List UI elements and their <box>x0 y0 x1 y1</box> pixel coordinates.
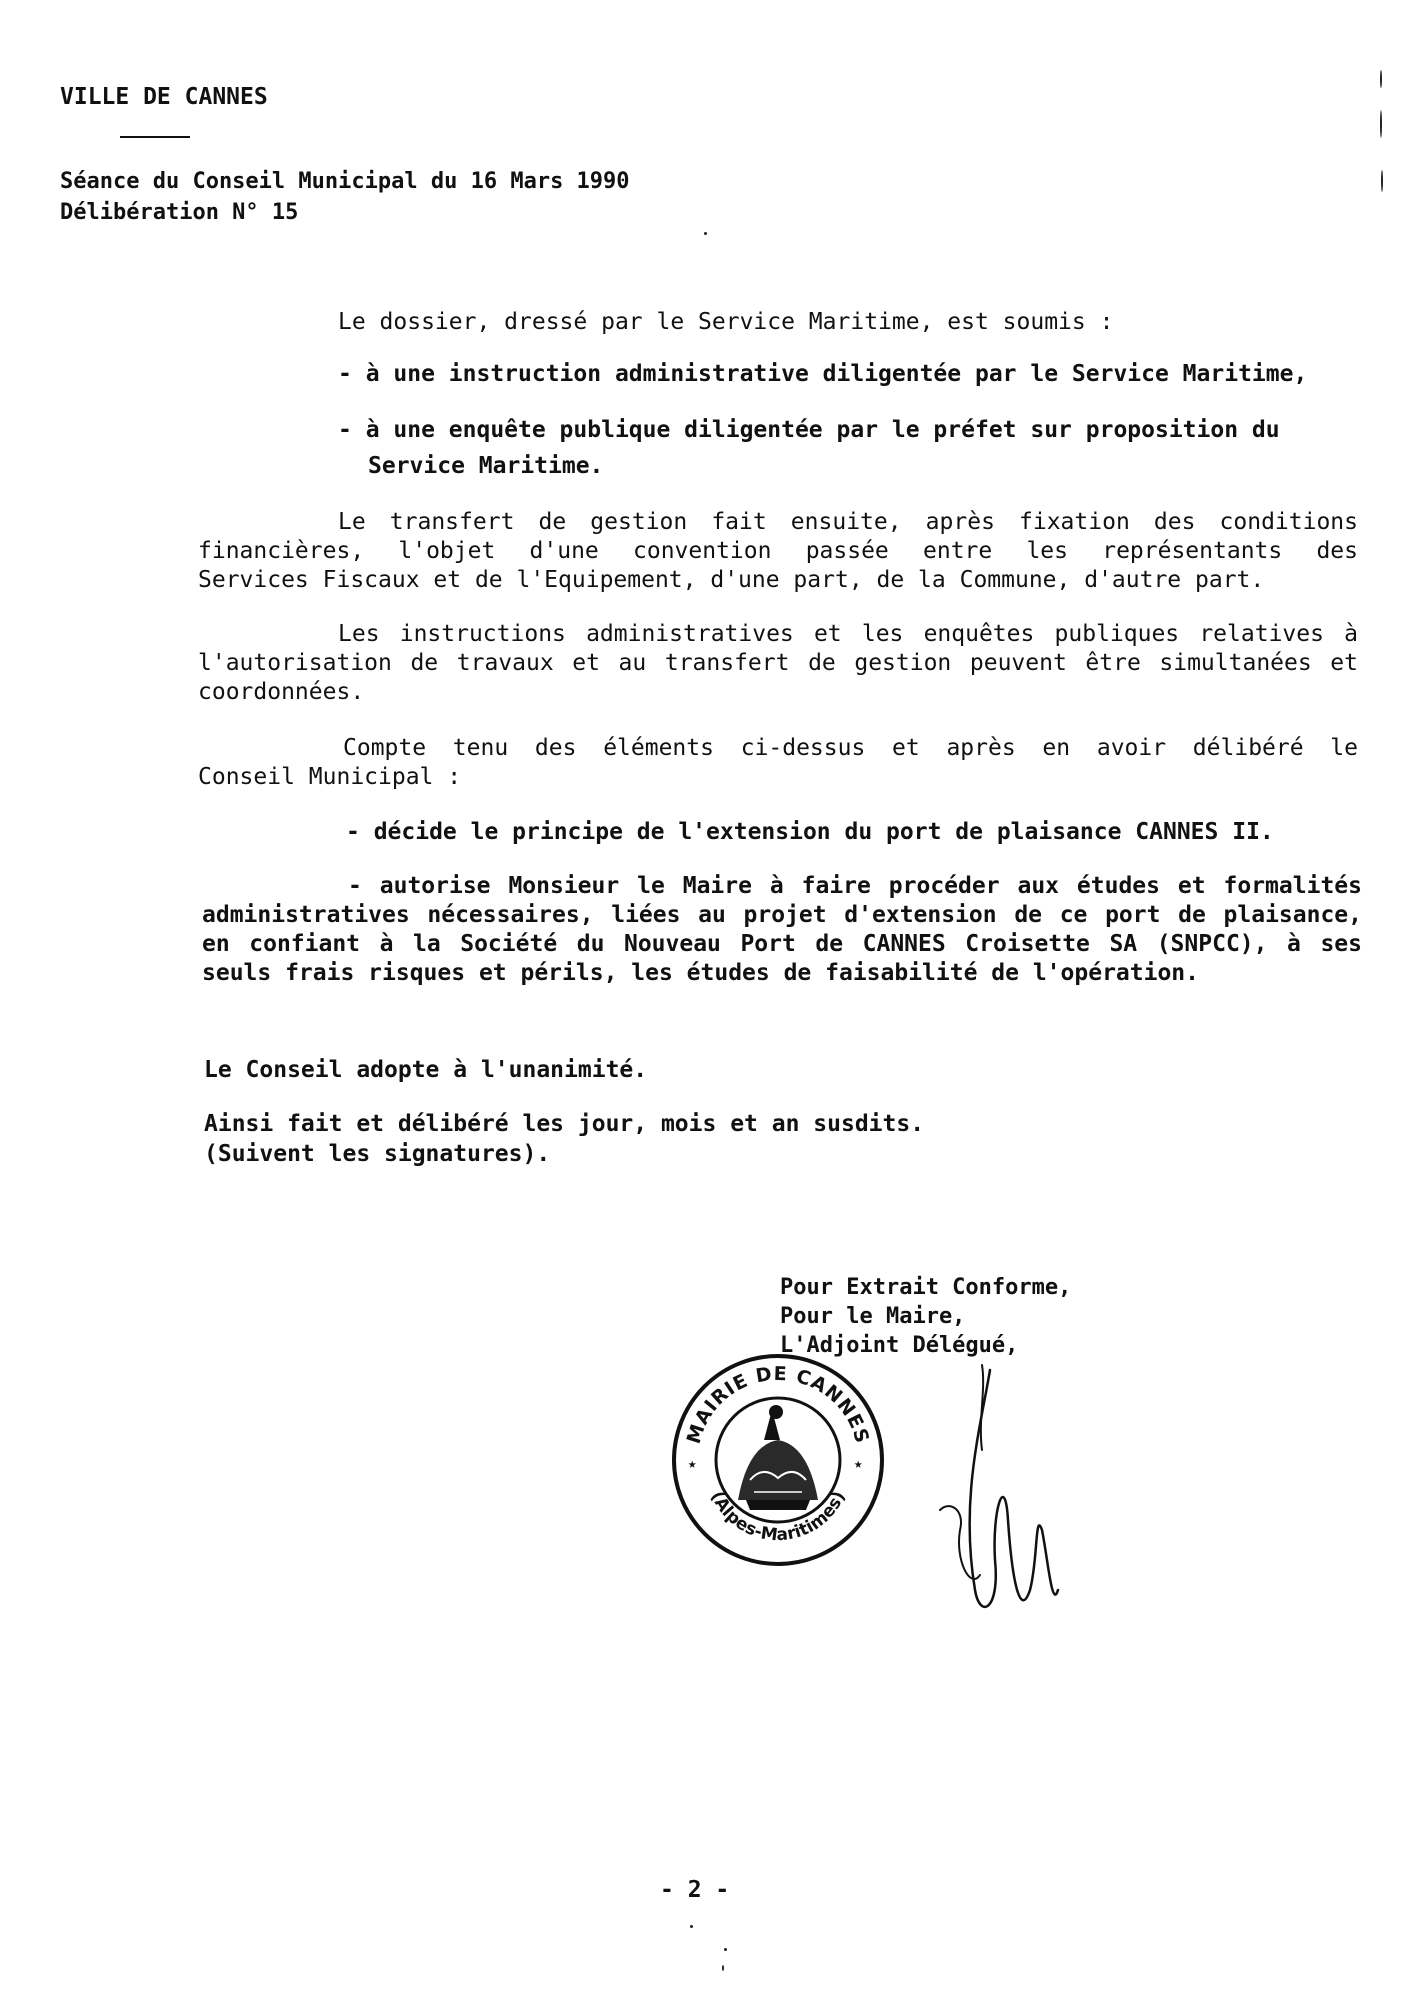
signature-block <box>780 1273 1071 1360</box>
decision2-line1: - autorise Monsieur le Maire à faire procéder aux études et formalités <box>348 873 1362 899</box>
para2-line3: coordonnées. <box>198 679 365 705</box>
closing-line2: (Suivent les signatures). <box>204 1141 551 1167</box>
signature-line3: L'Adjoint Délégué, <box>780 1333 1019 1358</box>
bullet-instruction: - à une instruction administrative diligentée par le Service Maritime, <box>338 361 1308 387</box>
paragraph-instructions <box>198 620 1358 707</box>
scan-speck <box>704 232 707 235</box>
stamp-bottom-text: (Alpes-Maritimes) <box>706 1488 850 1546</box>
intro-text: Le dossier, dressé par le Service Maritime, est soumis : <box>338 309 1114 335</box>
para3-line1: Compte tenu des éléments ci-dessus et après en avoir délibéré le <box>343 735 1358 761</box>
stamp-star-left: ★ <box>688 1456 697 1472</box>
stamp-top-text: MAIRIE DE CANNES <box>682 1362 874 1447</box>
decision2-line4: seuls frais risques et périls, les études de faisabilité de l'opération. <box>202 960 1199 986</box>
decision2-line2: administratives nécessaires, liées au projet d'extension de ce port de plaisance, <box>202 902 1362 928</box>
page-number: - 2 - <box>660 1877 730 1903</box>
signature-line1: Pour Extrait Conforme, <box>780 1275 1072 1300</box>
mairie-stamp <box>668 1350 888 1570</box>
session-header <box>60 166 630 228</box>
scan-speck <box>690 1925 693 1928</box>
para1-line1: Le transfert de gestion fait ensuite, après fixation des conditions <box>338 509 1358 535</box>
para2-line2: l'autorisation de travaux et au transfert de gestion peuvent être simultanées et <box>198 650 1358 676</box>
scan-mark <box>1380 70 1382 88</box>
para2-line1: Les instructions administratives et les enquêtes publiques relatives à <box>338 621 1358 647</box>
session-date: Séance du Conseil Municipal du 16 Mars 1990 <box>60 169 630 194</box>
decision-autorise <box>202 872 1362 988</box>
para3-line2: Conseil Municipal : <box>198 764 462 790</box>
deliberation-number: Délibération N° 15 <box>60 200 299 225</box>
title-underline <box>120 136 190 138</box>
paragraph-transfert <box>198 508 1358 595</box>
scan-speck <box>722 1965 724 1971</box>
city-title: VILLE DE CANNES <box>60 84 268 110</box>
para1-line2: financières, l'objet d'une convention passée entre les représentants des <box>198 538 1358 564</box>
bullet-enquete-line2: Service Maritime. <box>368 453 604 479</box>
stamp-star-right: ★ <box>854 1456 863 1472</box>
scan-mark <box>1380 110 1382 138</box>
paragraph-compte-tenu <box>198 734 1358 792</box>
stamp-emblem <box>738 1405 818 1510</box>
decision2-line3: en confiant à la Société du Nouveau Port de CANNES Croisette SA (SNPCC), à ses <box>202 931 1362 957</box>
signature-line2: Pour le Maire, <box>780 1304 966 1329</box>
adoption-statement: Le Conseil adopte à l'unanimité. <box>204 1057 648 1083</box>
decision-principe: - décide le principe de l'extension du port de plaisance CANNES II. <box>346 819 1274 845</box>
scan-speck <box>724 1948 727 1951</box>
closing-line1: Ainsi fait et délibéré les jour, mois et an susdits. <box>204 1111 925 1137</box>
scan-mark <box>1381 170 1383 192</box>
handwritten-signature <box>920 1360 1070 1630</box>
para1-line3: Services Fiscaux et de l'Equipement, d'une part, de la Commune, d'autre part. <box>198 567 1265 593</box>
bullet-enquete-line1: - à une enquête publique diligentée par le préfet sur proposition du <box>338 417 1280 443</box>
